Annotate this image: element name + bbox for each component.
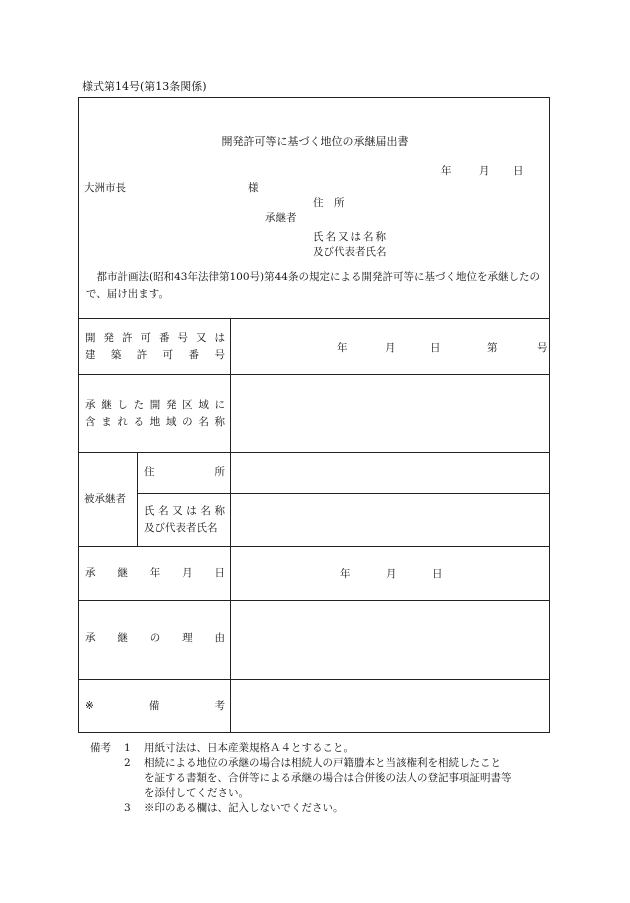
label-char: 考 [214,700,225,712]
row-divider [78,679,550,680]
row-divider [137,493,550,494]
row-divider [78,318,550,319]
label-char: し [117,399,128,411]
note-number: 2 [124,757,131,769]
predecessor-label: 被承継者 [84,493,126,505]
note-item [90,741,550,756]
declaration-text: 都市計画法(昭和43年法律第100号)第44条の規定による開発許可等に基づく地位を承継したので、届け出ます。 [86,271,540,300]
label-char: た [133,399,145,411]
succession-date-label [85,565,225,582]
notes-section [90,741,550,816]
permit-number-label [85,330,225,364]
permit-day: 日 [430,342,441,354]
label-char: 番 [159,332,170,344]
label-char: 名 [198,416,209,428]
label-char: 継 [101,399,112,411]
label-char: 域 [165,416,177,428]
permit-number-label-line2 [85,347,225,364]
succession-day: 日 [432,568,443,580]
label-char: 区 [182,399,193,411]
label-char: 由 [214,632,225,644]
note-line: ※印のある欄は、記入しないでください。 [144,802,344,814]
addressee-honorific: 様 [248,182,259,194]
label-char: 含 [85,416,96,428]
label-char: 年 [149,567,161,579]
form-number: 様式第14号(第13条関係) [82,80,207,93]
date-month: 月 [479,165,490,177]
notes-heading: 備考 [90,742,111,754]
date-year: 年 [441,165,452,177]
note-number: 1 [124,742,131,754]
label-char: の [182,416,193,428]
label-char: 備 [148,700,160,712]
label-char: 承 [85,399,96,411]
label-char: 開 [149,399,161,411]
permit-number-label-line1 [85,330,225,347]
label-char: 号 [214,349,225,361]
predecessor-name-label [144,503,225,537]
label-char: 称 [214,416,225,428]
applicant-role: 承継者 [265,212,297,224]
predecessor-address-label [144,464,225,481]
note-text [144,801,550,816]
label-char: 名 [200,505,211,517]
label-char: 又 [172,505,183,517]
label-char: 継 [117,632,128,644]
reason-label-text [85,630,225,647]
label-char: 号 [177,332,188,344]
reason-label [85,630,225,647]
date-day: 日 [513,165,524,177]
applicant-representative-label: 及び代表者氏名 [313,246,387,258]
label-char: 称 [214,505,225,517]
permit-number-prefix: 第 [487,342,498,354]
note-text [144,756,550,801]
label-char: 承 [85,632,96,644]
label-char: の [149,632,161,644]
label-char: 地 [149,416,161,428]
predecessor-address-label-text [144,464,225,481]
label-char: 開 [85,332,96,344]
succession-date-label-text [85,565,225,582]
label-char: 建 [85,349,96,361]
addressee-name: 大洲市長 [84,182,126,194]
row-divider [78,452,550,453]
note-line: を証する書類を、合併等による承継の場合は合併後の法人の登記事項証明書等 [144,772,512,784]
column-divider [137,452,138,546]
permit-month: 月 [385,342,396,354]
label-char: 築 [110,349,122,361]
succession-month: 月 [386,568,397,580]
row-divider [78,374,550,375]
label-char: 発 [165,399,177,411]
label-char: 発 [103,332,114,344]
label-char: 所 [214,466,225,478]
succession-year: 年 [340,568,351,580]
label-char: 番 [188,349,200,361]
label-char: 継 [117,567,128,579]
note-number: 3 [124,802,131,814]
remarks-label [85,698,225,715]
row-divider [78,546,550,547]
note-line: を添付してください。 [144,787,249,799]
label-char: 可 [140,332,151,344]
remarks-label-text [85,698,225,715]
label-char: 理 [182,632,193,644]
note-line: 相続による地位の承継の場合は相続人の戸籍謄本と当該権利を相続したこと [144,757,501,769]
label-char: ※ [85,700,94,712]
label-char: 許 [136,349,148,361]
note-line: 用紙寸法は、日本産業規格Ａ４とすること。 [144,742,354,754]
label-char: 氏 [144,505,155,517]
predecessor-name-label-line2: 及び代表者氏名 [144,522,218,534]
note-item [90,801,550,816]
applicant-address-label: 住 所 [313,197,345,209]
label-char: 又 [196,332,207,344]
document-title: 開発許可等に基づく地位の承継届出書 [221,135,409,148]
area-name-label [85,397,225,431]
label-char: 可 [162,349,174,361]
label-char: 域 [198,399,209,411]
note-item [90,756,550,801]
applicant-name-label: 氏名又は名称 [313,231,388,243]
permit-year: 年 [337,342,348,354]
label-char: は [214,332,225,344]
column-divider [230,318,231,733]
label-char: 承 [85,567,96,579]
row-divider [78,600,550,601]
permit-number-suffix: 号 [537,342,548,354]
area-name-label-line2 [85,414,225,431]
label-char: 名 [158,505,169,517]
label-char: ま [101,416,112,428]
label-char: に [214,399,225,411]
label-char: 住 [144,466,155,478]
label-char: 日 [214,567,225,579]
area-name-label-line1 [85,397,225,414]
label-char: れ [117,416,128,428]
note-text [144,741,550,756]
label-char: る [133,416,145,428]
predecessor-name-label-line1 [144,503,225,520]
label-char: 月 [182,567,193,579]
label-char: は [186,505,197,517]
label-char: 許 [122,332,133,344]
